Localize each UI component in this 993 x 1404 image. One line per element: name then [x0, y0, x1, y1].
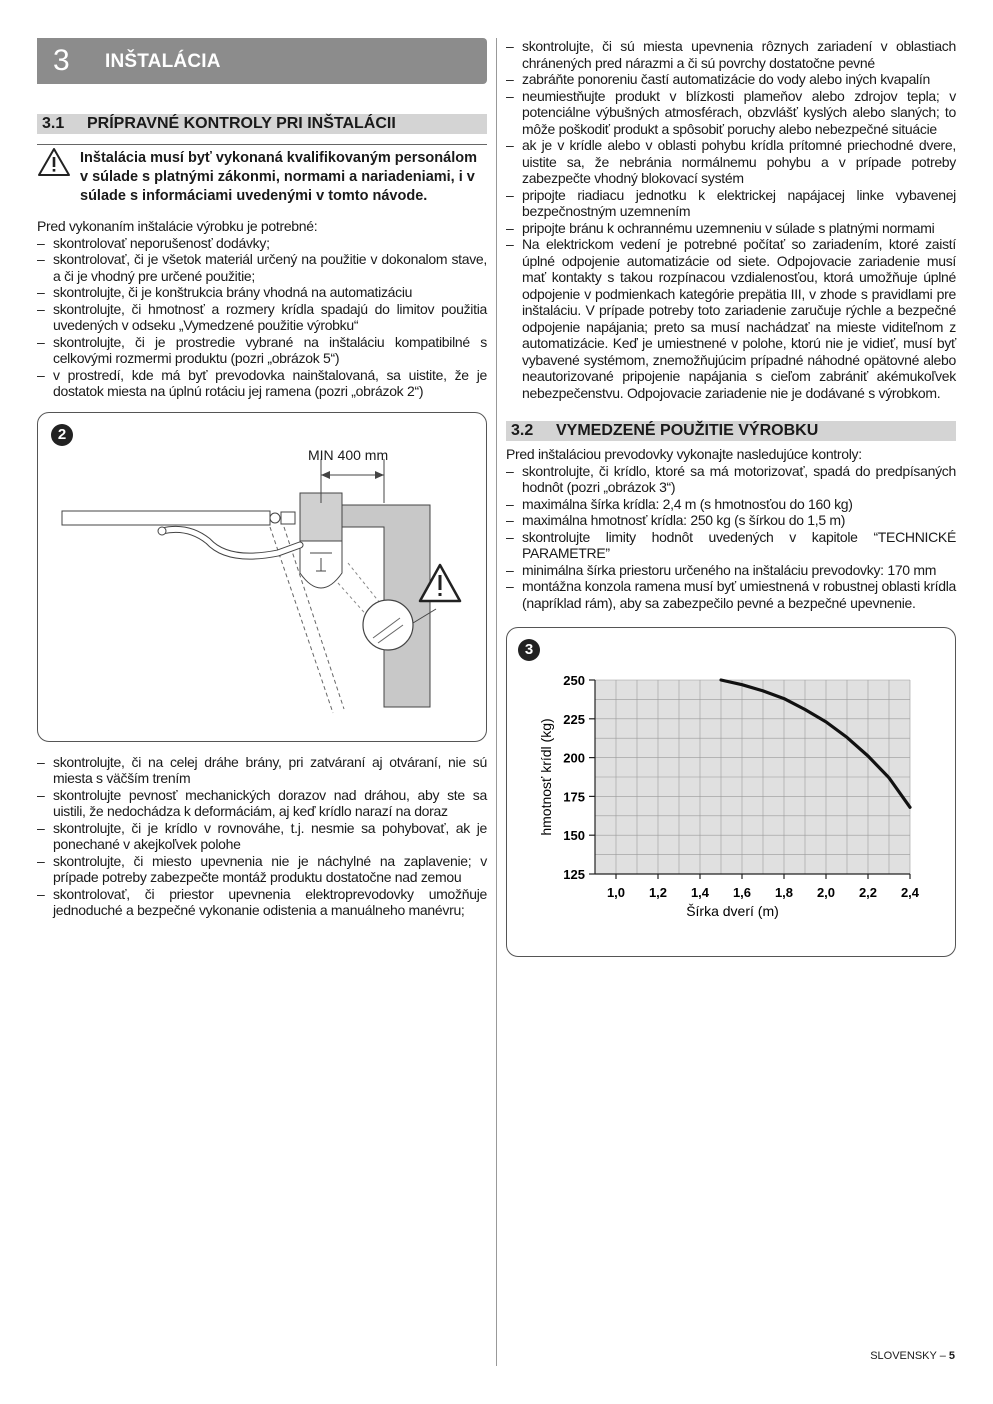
y-axis-label: hmotnosť krídl (kg)	[538, 718, 554, 836]
list-item: – maximálna hmotnosť krídla: 250 kg (s šírkou do 1,5 m)	[506, 512, 956, 529]
list-item: – skontrolujte, či je konštrukcia brány vhodná na automatizáciu	[37, 284, 487, 301]
section-3-1-header	[37, 114, 487, 134]
list-item: – neumiestňujte produkt v blízkosti plameňov alebo zdrojov tepla; v potenciálne výbušných atmosférach, obzvlášť kyslých alebo slaných; to môže poškodiť produkt a spôsobiť poruchy alebo nebezpečné situácie	[506, 88, 956, 138]
figure-number-badge: 3	[518, 639, 540, 661]
list-item: – skontrolujte pevnosť mechanických dorazov nad dráhou, aby ste sa uistili, že nedochádza k deformáciám, aj keď krídlo narazí na doraz	[37, 787, 487, 820]
list-item: – pripojte riadiacu jednotku k elektrickej napájacej linke vybavenej bezpečnostným uzemnením	[506, 187, 956, 220]
y-tick-label: 250	[563, 673, 585, 688]
list-item: – skontrolujte, či krídlo, ktoré sa má motorizovať, spadá do predpísaných hodnôt (pozri „obrázok 3“)	[506, 463, 956, 496]
x-tick-label: 1,2	[648, 885, 668, 900]
list-item: – skontrolujte, či hmotnosť a rozmery krídla spadajú do limitov použitia uvedených v odseku „Vymedzené použitie výrobku“	[37, 301, 487, 334]
y-tick-label: 125	[563, 867, 585, 882]
list-item: – skontrolujte limity hodnôt uvedených v kapitole “TECHNICKÉ PARAMETRE”	[506, 529, 956, 562]
x-tick-label: 2,0	[816, 885, 836, 900]
figure-3	[506, 627, 956, 957]
x-tick-label: 1,0	[606, 885, 626, 900]
figure-number-badge: 2	[51, 424, 73, 446]
warning-triangle-icon	[37, 147, 71, 177]
y-tick-label: 150	[563, 828, 585, 844]
dimension-label: MIN 400 mm	[308, 446, 389, 463]
y-tick-label: 225	[563, 711, 585, 727]
y-tick-label: 200	[563, 750, 585, 766]
page-number: 5	[948, 1350, 955, 1362]
intro-text: Pred inštaláciou prevodovky vykonajte nasledujúce kontroly:	[506, 446, 862, 462]
chapter-header	[37, 38, 487, 84]
page-footer	[870, 1350, 955, 1362]
list-item: – skontrolovať neporušenosť dodávky;	[37, 235, 487, 252]
x-tick-label: 1,6	[732, 885, 752, 900]
list-item: – skontrolovať, či je všetok materiál určený na použitie v dokonalom stave, a či je vhodný pre určené použitie;	[37, 251, 487, 284]
x-tick-label: 2,4	[900, 885, 920, 900]
section-3-2-header	[506, 421, 956, 441]
chapter-title: INŠTALÁCIA	[105, 51, 221, 72]
list-item: – zabráňte ponoreniu častí automatizácie do vody alebo iných kvapalín	[506, 71, 956, 88]
section-title: PRÍPRAVNÉ KONTROLY PRI INŠTALÁCII	[87, 115, 396, 132]
checklist-4	[506, 463, 956, 612]
left-column	[37, 38, 487, 919]
chapter-number: 3	[53, 44, 70, 77]
list-item: – skontrolujte, či miesto upevnenia nie je náchylné na zaplavenie; v prípade potreby zabezpečte montáž produktu dostatočne nad zemou	[37, 853, 487, 886]
gate-installation-drawing	[38, 413, 488, 741]
list-item: – skontrolujte, či sú miesta upevnenia rôznych zariadení v oblastiach chránených pred nárazmi a či sú povrchy dostatočne pevné	[506, 38, 956, 71]
list-item: – maximálna šírka krídla: 2,4 m (s hmotnosťou do 160 kg)	[506, 496, 956, 513]
figure-2	[37, 412, 487, 742]
weight-width-chart	[507, 628, 957, 956]
checklist-3	[506, 38, 956, 401]
right-column	[506, 38, 956, 957]
footer-language: SLOVENSKY –	[870, 1350, 949, 1362]
x-axis-label: Šírka dverí (m)	[686, 903, 779, 919]
list-item: – minimálna šírka priestoru určeného na inštaláciu prevodovky: 170 mm	[506, 562, 956, 579]
list-item: – pripojte bránu k ochrannému uzemneniu v súlade s platnými normami	[506, 220, 956, 237]
list-item: – skontrolujte, či je krídlo v rovnováhe, t.j. nesmie sa pohybovať, ak je ponechané v akejkoľvek polohe	[37, 820, 487, 853]
section-number: 3.1	[42, 115, 65, 132]
x-tick-label: 1,8	[774, 885, 794, 900]
warning-block	[37, 144, 487, 206]
section-number: 3.2	[511, 422, 534, 439]
list-item: – ak je v krídle alebo v oblasti pohybu krídla prítomné priechodné dvere, uistite sa, že nebránia normálnemu pohybu a v prípade potreby zabezpečte vhodný blokovací systém	[506, 137, 956, 187]
list-item: – skontrolujte, či na celej dráhe brány, pri zatváraní aj otváraní, nie sú miesta s väčším trením	[37, 754, 487, 787]
list-item: – Na elektrickom vedení je potrebné počítať so zariadením, ktoré zaistí úplné odpojenie automatizácie od siete. Odpojovacie zariadenie musí mať kontakty s takou rozpínacou vzdialenosťou, ktorá umožňuje úplné odpojenie v podmienkach kategórie prepätia III, v zhode s pravidlami pre inštaláciu. V prípade potreby toto zariadenie zaručuje rýchle a bezpečné odpojenie napájania; preto sa musí nachádzať na mieste viditeľnom z automatizácie. Keď je umiestnené v polohe, ktorú nie je vidieť, musí byť vybavené systémom, znemožňujúcim prípadné náhodné opätovné alebo neautorizované pripojenie napájania s cieľom zabrániť akémukoľvek nebezpečenstvu. Odpojovacie zariadenie nie je dodávané s výrobkom.	[506, 236, 956, 401]
warning-text: Inštalácia musí byť vykonaná kvalifikovaným personálom v súlade s platnými zákonmi, normami a nariadeniami, i v súlade s informáciami uvedenými v tomto návode.	[80, 150, 477, 204]
section-title: VYMEDZENÉ POUŽITIE VÝROBKU	[556, 422, 819, 439]
x-tick-label: 1,4	[690, 885, 710, 900]
list-item: – skontrolujte, či je prostredie vybrané na inštaláciu kompatibilné s celkovými rozmermi produktu (pozri „obrázok 5“)	[37, 334, 487, 367]
column-divider	[496, 38, 497, 1366]
list-item: – v prostredí, kde má byť prevodovka nainštalovaná, sa uistite, že je dostatok miesta na úplnú rotáciu jej ramena (pozri „obrázok 2“)	[37, 367, 487, 400]
checklist-2	[37, 754, 487, 919]
list-item: – montážna konzola ramena musí byť umiestnená v robustnej oblasti krídla (napríklad rám), aby sa zabezpečilo pevné a bezpečné upevnenie.	[506, 578, 956, 611]
intro-text: Pred vykonaním inštalácie výrobku je potrebné:	[37, 218, 318, 234]
checklist-1	[37, 235, 487, 400]
list-item: – skontrolovať, či priestor upevnenia elektroprevodovky umožňuje jednoduché a bezpečné vykonanie odistenia a manuálneho manévru;	[37, 886, 487, 919]
y-tick-label: 175	[563, 789, 585, 805]
x-tick-label: 2,2	[858, 885, 878, 900]
